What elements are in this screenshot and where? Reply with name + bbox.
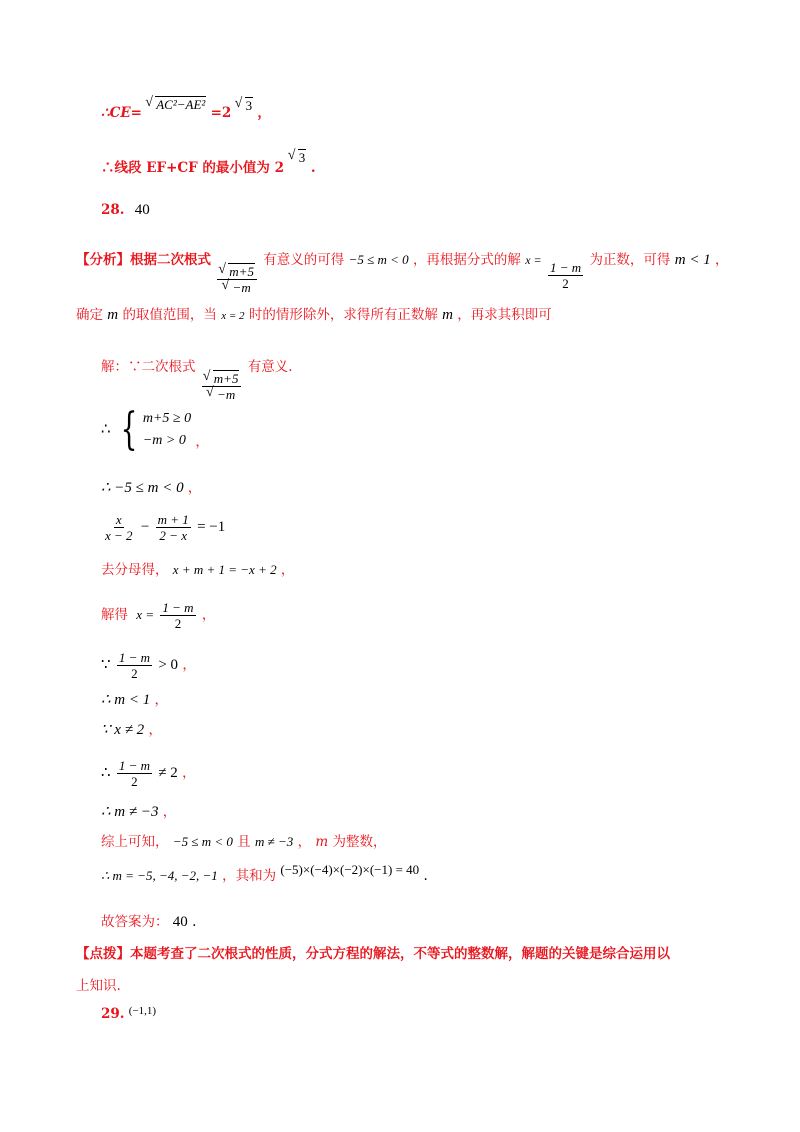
result-9 xyxy=(101,802,176,822)
equation-line xyxy=(101,512,225,543)
analysis-x-frac xyxy=(548,260,583,291)
analysis2-a: 确定 xyxy=(76,307,103,323)
result-11-a: ∴ m = −5, −4, −2, −1 xyxy=(101,868,218,883)
result-5-num: 1 − m xyxy=(118,650,151,665)
result-3-label: 去分母得， xyxy=(101,562,169,578)
tip-text-1: 【点拨】本题考查了二次根式的性质，分式方程的解法，不等式的整数解，解题的关键是综合运用以 xyxy=(76,946,670,962)
q28-number: 28. xyxy=(101,202,125,218)
answer-value: 40 xyxy=(172,914,188,930)
q29-number: 29. xyxy=(101,1006,125,1022)
analysis-ineq: −5 ≤ m < 0 xyxy=(348,252,409,267)
min-root-val: 3 xyxy=(298,150,306,165)
result-5-frac xyxy=(117,650,152,681)
analysis2-x: x = 2 xyxy=(221,310,245,322)
result-7 xyxy=(101,720,162,740)
eq-a-den: x − 2 xyxy=(105,528,133,543)
analysis-mid: 有意义的可得 xyxy=(263,252,345,268)
analysis-x: x = xyxy=(525,253,542,267)
result-1-expr: ∴ −5 ≤ m < 0 xyxy=(101,480,184,496)
result-10-c: 且 xyxy=(237,834,251,850)
system-line xyxy=(101,404,209,455)
result-11 xyxy=(101,862,428,886)
analysis-x-num: 1 − m xyxy=(549,260,582,275)
result-4-num: 1 − m xyxy=(162,600,194,615)
result-3-end: ， xyxy=(280,562,295,578)
analysis2-m: m xyxy=(107,307,119,323)
result-9-end: ， xyxy=(162,804,177,820)
q29-answer: (−1,1) xyxy=(128,1005,157,1017)
result-8-num: 1 − m xyxy=(118,758,151,773)
result-8-den: 2 xyxy=(131,774,138,789)
q28-answer: 40 xyxy=(134,202,150,218)
tip-text-2: 上知识. xyxy=(76,978,121,994)
eq-a-num: x xyxy=(115,512,122,527)
result-4-end: ， xyxy=(201,607,216,623)
result-11-d: . xyxy=(423,868,428,884)
result-8-pre: ∴ xyxy=(101,765,111,781)
result-7-expr: ∵ x ≠ 2 xyxy=(101,722,145,738)
eq-frac-b xyxy=(156,512,191,543)
result-8-frac xyxy=(117,758,152,789)
analysis-label: 【分析】根据二次根式 xyxy=(76,252,211,268)
result-4 xyxy=(101,600,215,631)
result-4-x: x = xyxy=(136,607,155,622)
result-5-end: ， xyxy=(182,657,196,673)
ce-line xyxy=(101,97,271,123)
analysis2-m2: m xyxy=(442,307,453,323)
analysis-end: ， xyxy=(715,252,729,268)
answer-line xyxy=(101,912,196,932)
min-end: . xyxy=(310,160,316,176)
system-row-1: m+5 ≥ 0 xyxy=(142,411,192,426)
solution-line xyxy=(101,357,293,402)
analysis-sqrt-frac xyxy=(217,264,257,295)
analysis2-d: ，再求其积即可 xyxy=(457,307,552,323)
system-row-2: −m > 0 xyxy=(142,433,186,448)
result-4-frac xyxy=(160,600,195,631)
result-8 xyxy=(101,758,196,789)
solution-label: 解：∵二次根式 xyxy=(101,359,196,375)
result-5-den: 2 xyxy=(131,666,138,681)
analysis-frac-den: −m xyxy=(232,280,251,295)
system-end: ， xyxy=(195,433,209,450)
solution-frac-num: m+5 xyxy=(213,371,239,386)
result-10-f: m xyxy=(315,834,329,850)
min-root xyxy=(289,148,307,168)
result-3-expr: x + m + 1 = −x + 2 xyxy=(172,562,277,577)
solution-frac-den: −m xyxy=(217,387,236,402)
answer-label: 故答案为： xyxy=(101,914,169,930)
result-1 xyxy=(101,478,201,498)
result-3 xyxy=(101,560,294,580)
system-prefix: ∴ xyxy=(101,421,111,438)
result-8-end: ， xyxy=(182,765,196,781)
eq-b-num: m + 1 xyxy=(157,512,189,527)
result-10 xyxy=(101,832,386,852)
result-6-expr: ∴ m < 1 xyxy=(101,692,151,708)
ce-root-val: 3 xyxy=(245,98,253,113)
result-10-e: ， xyxy=(297,834,312,850)
result-6 xyxy=(101,690,168,710)
analysis-mid3: 为正数，可得 xyxy=(589,252,671,268)
eq-rhs: = −1 xyxy=(197,519,226,535)
analysis-line-1 xyxy=(76,250,729,295)
analysis2-c: 时的情形除外，求得所有正数解 xyxy=(248,307,438,323)
result-4-label: 解得 xyxy=(101,607,128,623)
result-10-g: 为整数， xyxy=(332,834,387,850)
result-10-d: m ≠ −3 xyxy=(254,834,294,849)
result-11-c: (−5)×(−4)×(−2)×(−1) = 40 xyxy=(280,862,420,877)
result-8-post: ≠ 2 xyxy=(158,765,178,781)
q28-line xyxy=(101,200,150,220)
eq-b-den: 2 − x xyxy=(159,528,187,543)
eq-minus: − xyxy=(140,519,150,535)
result-7-end: ， xyxy=(148,722,162,738)
result-5 xyxy=(101,650,196,681)
analysis2-b: 的取值范围，当 xyxy=(122,307,217,323)
ce-sqrt xyxy=(146,95,206,115)
ce-end: ， xyxy=(257,105,271,121)
eq-frac-a xyxy=(103,512,135,543)
solution-sqrt-frac xyxy=(202,371,242,402)
analysis-m1: m < 1 xyxy=(674,252,711,268)
tip-line-2 xyxy=(76,976,121,996)
result-11-b: ，其和为 xyxy=(222,868,277,884)
result-10-b: −5 ≤ m < 0 xyxy=(172,834,233,849)
result-5-post: > 0 xyxy=(158,657,179,673)
min-line xyxy=(101,150,316,178)
result-4-den: 2 xyxy=(174,616,182,631)
result-6-end: ， xyxy=(154,692,169,708)
analysis-frac-num: m+5 xyxy=(229,264,254,279)
q29-line xyxy=(101,1004,156,1025)
ce-eq: =2 xyxy=(210,105,232,121)
tip-line-1 xyxy=(76,944,670,964)
result-5-pre: ∵ xyxy=(101,657,111,673)
result-1-end: ， xyxy=(187,480,202,496)
analysis-x-den: 2 xyxy=(562,276,569,291)
solution-end: 有意义. xyxy=(247,359,293,375)
min-text: ∴线段 EF+CF 的最小值为 2 xyxy=(101,160,285,176)
ce-root xyxy=(236,96,254,116)
analysis-mid2: ，再根据分式的解 xyxy=(412,252,521,268)
system-brace xyxy=(115,404,192,455)
brace-icon: { xyxy=(120,404,138,455)
answer-end: . xyxy=(192,914,197,930)
ce-prefix: ∴CE= xyxy=(101,105,142,121)
result-9-expr: ∴ m ≠ −3 xyxy=(101,804,159,820)
result-10-a: 综上可知， xyxy=(101,834,169,850)
analysis-line-2 xyxy=(76,305,552,326)
ce-radicand: AC²−AE² xyxy=(156,97,206,112)
